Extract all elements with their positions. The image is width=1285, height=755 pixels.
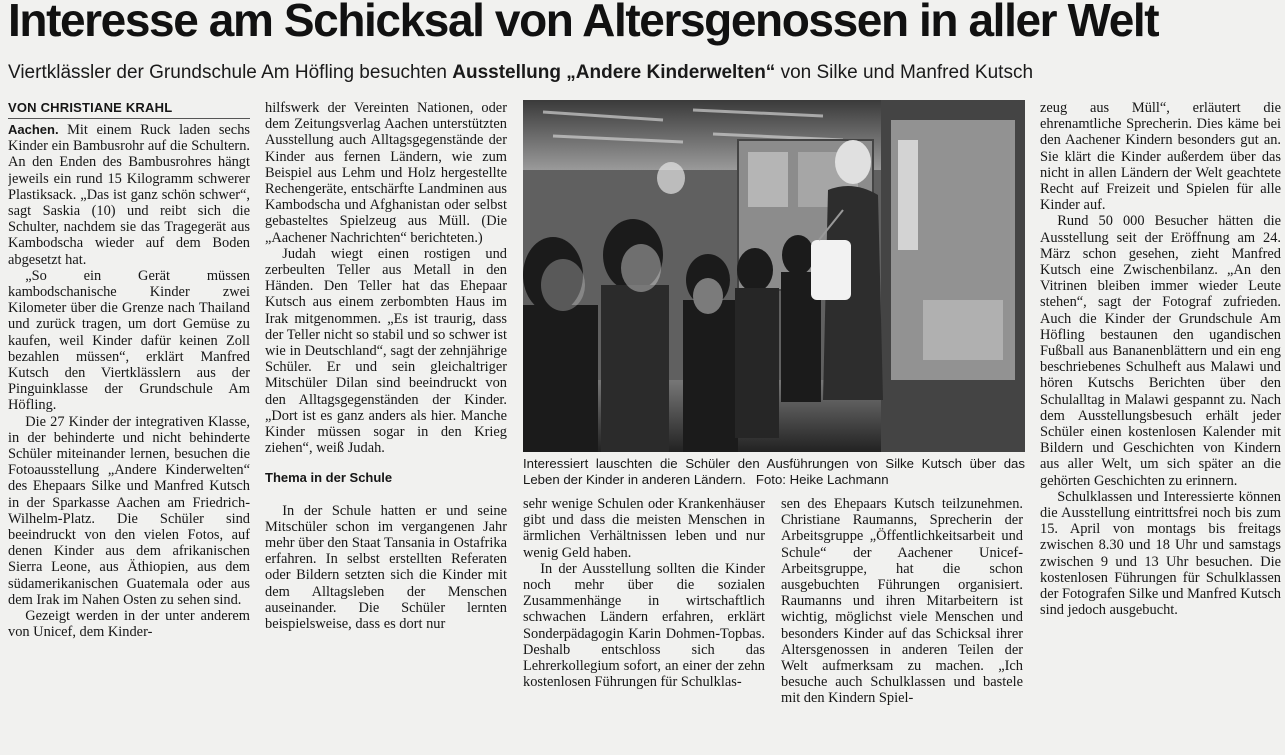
col3-p2: In der Ausstellung sollten die Kinder noch mehr über die sozialen Zusammenhänge in wirtschaftlich schwachen Ländern erfahren, erklärt Sonderpädagogin Karin Dohmen-Topbas. Deshalb entschloss sich das Lehrerkollegium sofort, an einer der zehn kostenlosen Führungen für Schulklas- bbox=[523, 560, 765, 691]
lead-paragraph bbox=[8, 122, 250, 268]
col3-p1: sehr wenige Schulen oder Krankenhäuser gibt und dass die meisten Menschen in ärmlichen Verhältnissen leben und nur wenig Geld haben. bbox=[523, 496, 765, 561]
section-subtitle: Thema in der Schule bbox=[265, 470, 393, 486]
col2-p2: Judah wiegt einen rostigen und zerbeulten Teller aus Metall in den Händen. Den Teller hat das Ehepaar Kutsch aus einem zerbombten Haus im Irak mitgenommen. „Es ist traurig, dass der Teller nicht so stabil und so schwer ist wie in Deutschland“, sagt der zehnjährige Schüler. Er und sein gleichaltriger Mitschüler Dilan sind beeindruckt von den Alltagsgegenständen der Kinder. „Dort ist es ganz anders als hier. Manche Kinder müssen sogar in den Krieg ziehen“, weiß Judah. bbox=[265, 245, 507, 457]
col1-p3: Die 27 Kinder der integrativen Klasse, in der behinderte und nicht behinderte Schüler miteinander lernen, besuchen die Fotoausstellung „Andere Kinderwelten“ des Ehepaars Silke und Manfred Kutsch in der Sparkasse Aachen am Friedrich-Wilhelm-Platz. Die Schüler sind beeindruckt von den vielen Fotos, auf denen Kinder aus dem afrikanischen Sierra Leone, aus Äthiopien, aus dem südamerikanischen Guatemala oder aus dem Irak im Nahen Osten zu sehen sind. bbox=[8, 413, 250, 608]
subheadline bbox=[8, 60, 1278, 86]
caption-text: Interessiert lauschten die Schüler den Ausführungen von Silke Kutsch über das Leben der Kinder in anderen Ländern. bbox=[523, 456, 1025, 487]
col5-p1: zeug aus Müll“, erläutert die ehrenamtliche Sprecherin. Dies käme bei den Aachener Kindern besonders gut an. Sie klärt die Kinder außerdem über das nicht in allen Ländern der Welt geachtete Recht auf Freizeit und Spielen für alle Kinder auf. bbox=[1040, 100, 1281, 214]
article-photo bbox=[523, 100, 1025, 452]
photo-credit: Foto: Heike Lachmann bbox=[755, 472, 889, 487]
headline: Interesse am Schicksal von Altersgenossen in aller Welt bbox=[8, 0, 1159, 46]
column-4 bbox=[781, 496, 1023, 752]
photo-illustration bbox=[523, 100, 1025, 452]
col1-p1: Mit einem Ruck laden sechs Kinder ein Bambusrohr auf die Schultern. An den Enden des Bambusrohres hängt jeweils ein rund 15 Kilogramm schwerer Plastiksack. „Das ist ganz schön schwer“, sagt Saskia (10) und reibt sich die Schulter, nachdem sie das Tragegerät aus Kambodscha wieder auf dem Boden abgesetzt hat. bbox=[8, 122, 250, 268]
column-1 bbox=[8, 100, 250, 752]
col2-p3: In der Schule hatten er und seine Mitschüler schon im vergangenen Jahr mehr über den Staat Tansania in Ostafrika erfahren. In selbst erstellten Referaten oder Bildern setzten sich die Kinder mit dem Alltagsleben der Menschen auseinander. Die Schüler lernten beispielsweise, dass es dort nur bbox=[265, 502, 507, 633]
subhead-bold: Ausstellung „Andere Kinderwelten“ bbox=[452, 62, 776, 83]
subhead-pre: Viertklässler der Grundschule Am Höfling besuchten bbox=[8, 62, 453, 83]
byline: VON CHRISTIANE KRAHL bbox=[8, 100, 250, 119]
dateline: Aachen. bbox=[8, 122, 59, 137]
col5-p3: Schulklassen und Interessierte können die Ausstellung eintrittsfrei noch bis zum 15. April von montags bis freitags zwischen 8.30 und 18 Uhr und samstags zwischen 9 und 13 Uhr besuchen. Die kostenlosen Führungen für Schulklassen der Fotografen Silke und Manfred Kutsch sind jedoch ausgebucht. bbox=[1040, 488, 1281, 619]
col1-p2: „So ein Gerät müssen kambodschanische Kinder zwei Kilometer über die Grenze nach Thailand und zurück tragen, um dort Gemüse zu kaufen, weil Kinder dafür keinen Zoll bezahlen müssen“, erklärt Manfred Kutsch den Viertklässlern aus der Pinguinklasse der Grundschule Am Höfling. bbox=[8, 267, 250, 414]
column-2 bbox=[265, 100, 507, 752]
subhead-post: von Silke und Manfred Kutsch bbox=[775, 62, 1034, 83]
col2-p1: hilfswerk der Vereinten Nationen, oder dem Zeitungsverlag Aachen unterstützten Ausstellung auch Alltagsgegenstände der Kinder aus fernen Ländern, wie zum Beispiel aus Lehm und Holz hergestellte Rechengeräte, entschärfte Landminen aus Kambodscha und Afghanistan oder selbst gebasteltes Spielzeug aus Müll. (Die „Aachener Nachrichten“ berichteten.) bbox=[265, 100, 507, 246]
col1-p4: Gezeigt werden in der unter anderem von Unicef, dem Kinder- bbox=[8, 608, 250, 641]
col4-p1: sen des Ehepaars Kutsch teilzunehmen. Christiane Raumanns, Sprecherin der Arbeitsgruppe „Öffentlichkeitsarbeit und Schule“ der Aachener Unicef-Arbeitsgruppe, hat die schon ausgebuchten Führungen organisiert. Raumanns und ihren Mitarbeitern ist wichtig, möglichst viele Menschen und besonders Kinder auf das Schicksal ihrer Altersgenossen in anderen Teilen der Welt aufmerksam zu machen. „Ich besuche auch Schulklassen und bastele mit den Kindern Spiel- bbox=[781, 496, 1023, 707]
col5-p2: Rund 50 000 Besucher hätten die Ausstellung seit der Eröffnung am 24. März schon gesehen, zieht Manfred Kutsch eine Zwischenbilanz. „An den Vitrinen bleiben immer wieder Leute stehen“, sagt der Fotograf zufrieden. Auch die Kinder der Grundschule Am Höfling bestaunen den ugandischen Fußball aus Bananenblättern und ein eng beschriebenes Schulheft aus Malawi und hören Kutschs Berichten über den Schulalltag in Malawi gespannt zu. Nach dem Ausstellungsbesuch erhält jeder Schüler einen kostenlosen Kalender mit Bildern und Geschichten von Kindern aus aller Welt, um sich später an die gehörten Geschichten zu erinnern. bbox=[1040, 213, 1281, 489]
column-5 bbox=[1040, 100, 1281, 752]
column-3 bbox=[523, 496, 765, 752]
photo-caption bbox=[523, 456, 1025, 488]
